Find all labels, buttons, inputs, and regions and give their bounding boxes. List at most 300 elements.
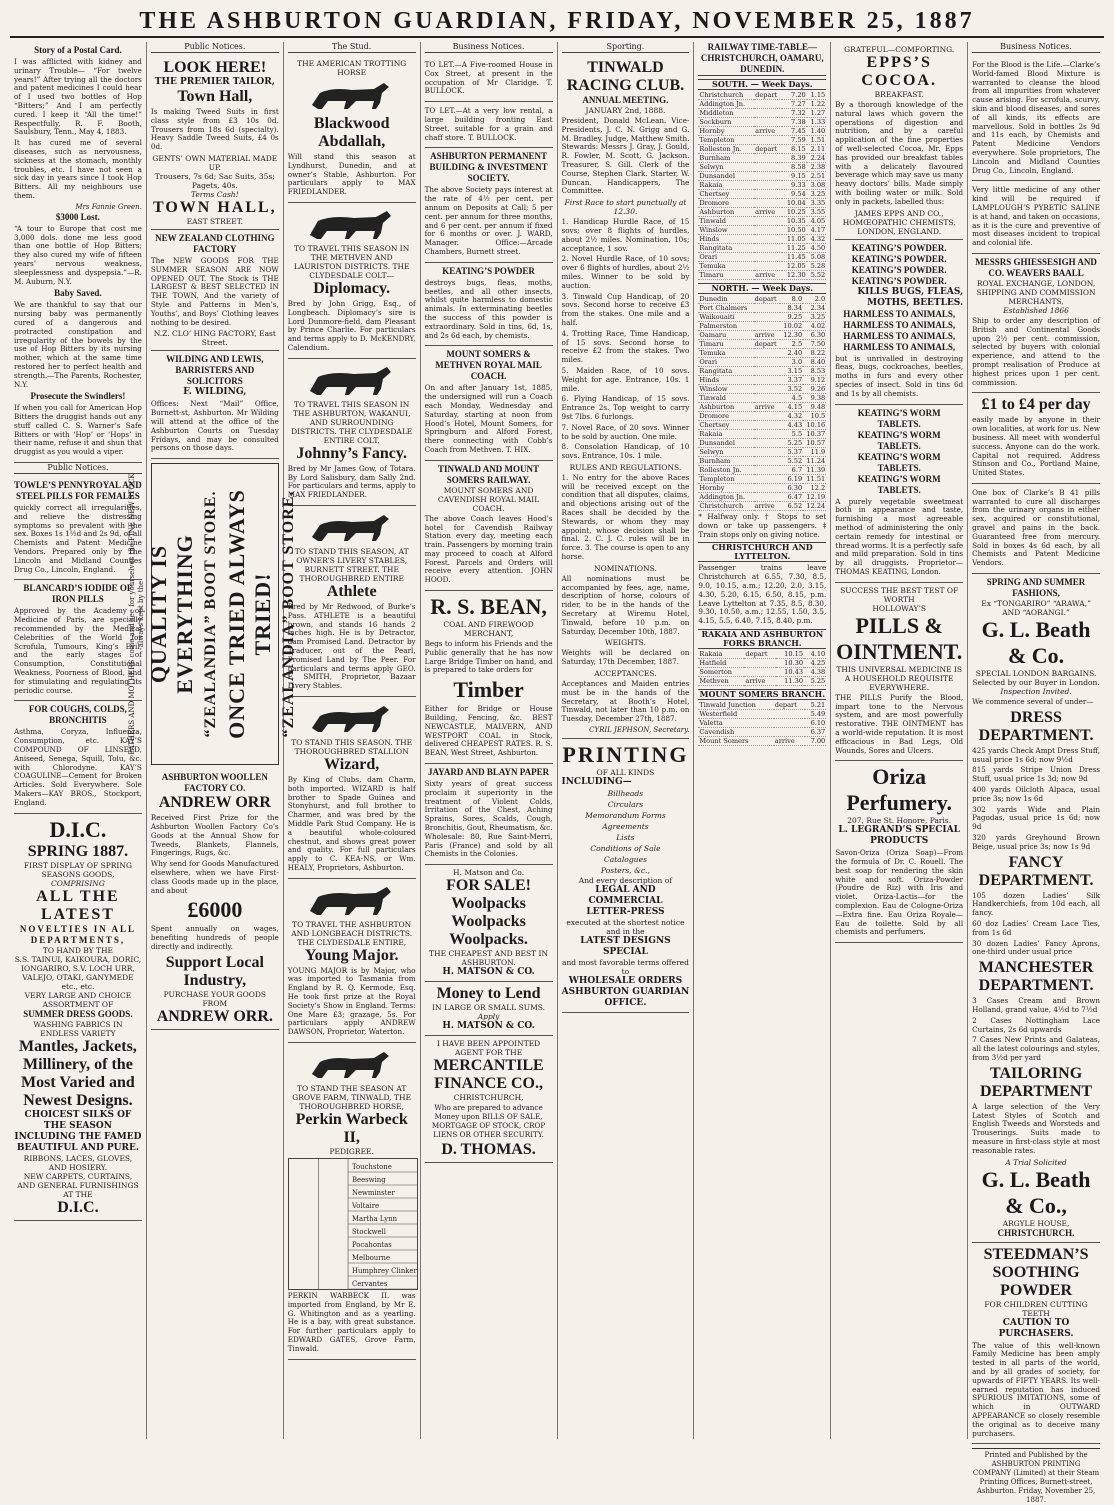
jayard-text: Sixty years of great success proclaim it superiority in the treatment of Violent Colds, Irritation of the Chest, Aching Sprains, Sores, Scalds, Cough, Bronchitis, Gout, Rheumatism, &c. Wholesale: 80, Rue Saint-Merri, Paris (France) and sold by all Chemists in the Colonies. [424,779,553,859]
train-time: 2.38 [807,163,827,172]
bean-text-2: Either for Bridge or House Building, Fencing, &c. BEST NEWCASTLE, MALVERN, AND WESTPORT COAL in Stock, delivered CHEAPEST RATES. R. S. BEAN, West Street, Ashburton. [424,704,553,758]
station-name: Orari [698,253,754,262]
train-time: 10.50 [782,226,806,235]
bean-ad [425,591,553,764]
keating-line: KEATING’S POWDER. [851,242,947,253]
tinwald-coach-sub: MOUNT SOMERS AND CAVENDISH ROYAL MAIL COACH. [437,485,540,513]
train-time: 8.58 [782,163,806,172]
print-item: Memorandum Forms [585,811,666,821]
train-time: 3.35 [807,199,827,208]
coughs-text: Asthma, Coryza, Influenza, Consumption, etc. KAY’S COMPOUND OF LINSEED, Aniseed, Senega, Squill, Tolu, &c. with Chlorodyne. KAY’S COAGULINE—Cement for Broken Articles. Sold Everywhere. Sole Makers—KAY BROS., Stockport, England. [14,727,142,807]
andrew-orr: ANDREW ORR [158,794,271,812]
for-sale: FOR SALE! [446,877,532,895]
story-text-2: It has cured me of several diseases, such as nervousness, sickness at the stomach, monthly troubles, etc. I have not seen a sick day in years since I took Hop Bitters. All my neighbours use them. [14,138,142,200]
train-time: 12.24 [803,502,826,511]
weekly-text: easily made by anyone in their own localities, at work for us. New business. All meet with wonderful success. Anyone can do the work. Capital not required. Address Stinson and Co., Portland Maine, United States. [972,415,1100,478]
arrive-depart [754,181,782,190]
print-item: Posters, &c., [600,866,650,876]
station-name: Sockburn [698,118,754,127]
wizard-name: Wizard, [324,755,380,773]
station-name: Christchurch [698,91,754,100]
holloway-name: HOLLOWAY’S [872,603,927,613]
column-1 [10,42,147,1439]
purchase-line: PURCHASE YOUR GOODS FROM [163,989,267,1008]
timetable-row [698,181,826,190]
matson-name-2: H. MATSON & CO. [442,1021,535,1032]
towle-text: quickly correct all irregularities, and relieve the distressing symptoms so prevalent with the sex. Boxes 1s 1½d and 2s 9d, of all Chemists and Patent Medicine Vendors. Prepared only by The Lincoln and Midland Counties Drug Co., Lincoln, England. [14,503,142,574]
cl-title: CHRISTCHURCH AND LYTTELTON. [698,542,826,562]
print-item: Billheads [607,789,644,799]
including: INCLUDING— [561,777,632,788]
station-name: Middleton [698,109,754,118]
dress-item: 320 yards Greyhound Brown Beige, usual price 3s; now 1s 9d [972,833,1100,851]
timetable-row [698,430,826,439]
arrive-depart: depart [754,295,781,304]
train-time: 11.45 [782,253,806,262]
timetable-row [698,421,826,430]
train-time: 4.5 [780,394,803,403]
train-time: 6.7 [780,466,803,475]
station-name: Addington Jn. [698,493,753,502]
train-time: 4.32 [780,412,803,421]
harmless-text: but is unrivalled in destroying fleas, bugs, cockroaches, beetles, moths in furs and every other species of insect. Sold in tins 6d and 1s by all chemists. [835,353,964,398]
trousers-line: Trousers, 7s 6d; Sac Suits, 35s; Pagets, 40s. [154,171,275,190]
train-time: 9.15 [782,172,806,181]
imprint: Printed and Published by the ASHBURTON PRINTING COMPANY (Limited) at their Steam Printing Offices, Burnett-street, Ashburton. Friday, November 25, 1887. [972,1448,1100,1505]
week-days-label: Week Days. [762,283,814,293]
arrive-depart [754,394,781,403]
pedigree-ancestor: Voltaire [351,1202,379,1211]
harmless-line: HARMLESS TO ANIMALS, [843,319,956,330]
holloway-pre: SUCCESS THE BEST TEST OF WORTH [840,585,959,604]
timetable-row [698,208,826,217]
race-5: 5. Maiden Race, of 10 sovs. Weight for age. Entrance, 10s. 1 mile. [561,365,690,393]
terms-line: Terms Cash! [190,189,239,199]
horse-icon [288,1048,416,1082]
coach-ad [425,346,553,460]
train-time: 8.22 [803,349,826,358]
bean-title: R. S. BEAN, [430,594,547,620]
column-6 [694,42,831,1439]
racing-club-ad [562,56,690,739]
dic-mantles: Mantles, Jackets, Millinery, of the Most Varied and Newest Designs. [19,1037,137,1109]
timetable-row [698,466,826,475]
rakaia-title: RAKAIA AND ASHBURTON FORKS BRANCH. [698,629,826,649]
train-time: 9.48 [803,403,826,412]
column-5 [558,42,695,1439]
arrive-depart: depart [774,701,805,710]
train-time: 1.22 [807,100,827,109]
arrive-depart [754,154,782,163]
acceptances-text: Acceptances and Maiden entries must be in the hands of the Secretary, at Booth’s Hotel, Tinwald, not later than 10 p.m. on Tuesday, December 27th, 1887. [561,679,690,724]
arrive-depart [754,475,781,484]
nzcf-title: NEW ZEALAND CLOTHING FACTORY [155,232,275,254]
train-time: 5.5 [780,430,803,439]
arrive-depart [754,439,781,448]
train-time: 6.37 [805,727,827,736]
meeting-date: JANUARY 2nd, 1888. [585,106,666,115]
train-time: 7.59 [782,136,806,145]
station-name: Timaru [698,271,754,280]
station-name: Temuka [698,262,754,271]
train-time: 8.0 [780,295,803,304]
baby-text: We are thankful to say that our nursing baby was permanently cured of a dangerous and protracted constipation and irregularity of the bowels by the use of Hop Bitters by its nursing mother, which at the same time restored her to perfect health and strength.—The Parents, Rochester, N.Y. [14,300,142,389]
money-ad [425,982,553,1036]
abdallah-name: Blackwood Abdallah, [313,115,390,150]
fancy-item: 105 dozen Ladies’ Silk Handkerchiefs, from 10d each, all fancy. [972,890,1100,918]
section-header: The Stud. [288,42,416,53]
major-text: YOUNG MAJOR is by Major, who was imported to Tasmania from England by R. Q. Kermode, Esq. He took first prize at the Royal Society’s Show in England. Terms: One Mare £3; grazage, 5s. For particulars apply ANDREW DAWSON, Proprietor, Waterton. [287,965,416,1037]
timetable-row [698,172,826,181]
timetable-row [698,322,826,331]
train-time: 9.33 [782,181,806,190]
pedigree-ancestor: Pocahontas [351,1241,392,1250]
station-name: Burnham [698,457,753,466]
holloway-text: THE PILLS Purify the Blood, impart tone to the Nervous system, and are most powerfully restorative. THE OINTMENT has a world-wide reputation. It is most efficacious in Bad Legs, Old Wounds, Sores and Ulcers. [835,692,964,755]
dic-first: FIRST DISPLAY OF SPRING [23,860,132,870]
worm-line: KEATING’S WORM TABLETS. [857,407,941,429]
train-time: 5.21 [805,701,827,710]
dress-item: 815 yards Stripe Union Dress Stuff, usual price 1s 3d; now 9d [972,765,1100,784]
section-header: Sporting. [562,42,690,53]
station-name: Rolleston Jn. [698,145,754,154]
print-item: Conditions of Sale [590,844,661,854]
train-time: 4.17 [807,226,827,235]
pedigree-ancestor: Stockwell [351,1228,386,1237]
cocoa-title: GRATEFUL—COMFORTING. [844,45,955,54]
arrive-depart: depart [744,650,776,659]
section-header: Business Notices. [425,42,553,53]
ms-title: MOUNT SOMERS BRANCH. [699,688,826,699]
arrive-depart: depart [754,145,782,154]
train-time: 9.25 [780,313,803,322]
steedman-text: The value of this well-known Family Medicine has been amply tested in all parts of the world, and by all grades of society, for upwards of FIFTY YEARS. Its well-earned reputation has induced SPURIOUS IMITATIONS, some of which in OUTWARD APPEARANCE so closely resemble the original as to deceive many purchasers. [972,1340,1100,1438]
arrive-depart [754,493,781,502]
to-let-1-text: TO LET.—A Five-roomed House in Cox Street, at present in the occupation of Mr Claridge. T. BULLOCK. [424,60,553,96]
bean-sub: COAL AND FIREWOOD MERCHANT, [443,620,534,639]
north-label: NORTH. [711,283,749,293]
timetable-row [698,475,826,484]
nominations-title: NOMINATIONS. [594,563,657,573]
station-name: Cavendish [698,727,773,736]
station-name: Rakaia [698,650,744,659]
column-4 [421,42,558,1439]
money-to-lend: Money to Lend [436,985,541,1003]
abdallah-intro: THE AMERICAN TROTTING HORSE [297,59,407,77]
andrew-orr-2: ANDREW ORR. [156,1007,273,1025]
column-3 [284,42,421,1439]
woollen-title: ASHBURTON WOOLLEN FACTORY CO. [161,772,268,794]
train-time: 4.32 [807,235,827,244]
weights-text: Weights will be declared on Saturday, 17th December, 1887. [561,648,690,667]
train-time: 12.30 [780,331,803,340]
woolpacks-3: Woolpacks. [449,931,528,949]
cl-text: Passenger trains leave Christchurch at 6.55, 7.30, 8.5, 9.0, 10.15, a.m.; 12.20, 2.0, 3.15, 4.30, 5.20, 6.15, 6.50, 8.15, p.m. Leave Lyttelton at 7.35, 8.5, 8.30, 9.30, 10.50, a.m.; 12.55, 1.50, 3.5, 4.15, 5.5, 6.40, 7.15, 8.40, p.m. [698,563,827,626]
train-time: 3.52 [780,385,803,394]
train-time: 10.15 [776,650,804,659]
train-time: 8.39 [782,154,806,163]
station-name: Oamaru [698,331,753,340]
train-time: 10.02 [780,322,803,331]
dic-comprising: COMPRISING [50,878,105,888]
timetable-row [698,91,826,100]
arrive-depart [754,199,782,208]
arrive-depart [754,235,782,244]
arrive-depart: arrive [744,676,776,685]
station-name: Dromore [698,412,753,421]
station-name: Westerfield [698,709,773,718]
section-header: Business Notices. [972,42,1100,53]
arrive-depart [754,385,781,394]
office: ASHBURTON GUARDIAN OFFICE. [561,987,690,1009]
prepared: Who are prepared to advance Money upon BILLS OF SALE, MORTGAGE OF STOCK, CROP LIENS OR OTHER SECURITY. [431,1103,546,1139]
train-time: 10.35 [782,217,806,226]
cocoa-text: By a thorough knowledge of the natural laws which govern the operations of digestion and nutrition, and by a careful application of the fine properties of well-selected Cocoa, Mr. Epps has provided our breakfast tables with a delicately flavoured beverage which may save us many heavy doctors’ bills. Made simply with boiling water or milk. Sold only in packets, labelled thus: [835,100,964,206]
pyretic-saline-ad [972,181,1100,254]
train-time: 3.25 [803,313,826,322]
pedigree-ancestor: Beeswing [351,1176,386,1185]
east-street: EAST STREET. [186,216,244,226]
mercantile: MERCANTILE FINANCE CO., [433,1057,544,1093]
executed: executed at the shortest notice and in the [566,918,685,937]
athlete-ad [288,506,416,697]
station-name: Orari [698,358,753,367]
station-name: Ashburton [698,208,754,217]
breakfast: BREAKFAST. [874,90,924,99]
train-time: 2.51 [807,172,827,181]
zealandia-quality: QUALITY IS EVERYTHING [145,534,197,694]
train-time: 1.51 [807,136,827,145]
athlete-text: Bred by Mr Redwood, of Burke’s Pass. ATHLETE is a beautiful brown, and stands 16 hands 2 inches high. He is by Detractor, dam Promised Land. Detractor by Traducer, out of the Pearl, Promised Land by The Peer. For particulars and terms apply GEO. F. SMITH, Proprietor, Bazaar Livery Stables. [287,601,416,691]
horse-icon [288,208,416,242]
train-time: 5.28 [807,262,827,271]
premier-tailor-ad [151,56,279,230]
station-name: Tinwald [698,394,753,403]
train-time: 7.50 [803,340,826,349]
column-8 [968,42,1104,1505]
train-time: 7.32 [782,109,806,118]
manchester-item: 2 Cases Nottingham Lace Curtains, 2s 6d upwards [972,1015,1100,1034]
dic-end: D.I.C. [57,1198,99,1216]
station-name: Templeton [698,475,753,484]
wizard-ad [288,697,416,879]
train-time: 3.25 [807,190,827,199]
arrive-depart [754,484,781,493]
steedman-caution: CAUTION TO PURCHASERS. [998,1317,1074,1339]
train-time: 10.25 [782,208,806,217]
arrive-depart [754,226,782,235]
train-time: 1.15 [807,91,827,100]
station-name: Palmerston [698,322,753,331]
athlete-name: Athlete [326,582,377,600]
perkin-ad [288,1043,416,1360]
arrive-depart [754,376,781,385]
oriza-title: Oriza Perfumery. [846,764,953,816]
letterpress: LETTER-PRESS [586,907,665,918]
section-header: Public Notices. [14,463,142,474]
train-time: 9.38 [803,394,826,403]
timetable-row [698,448,826,457]
train-time: 8.34 [780,304,803,313]
nominations-text: All nominations must be accompanied by fees, age, name, description of horse, colours of rider, to be in the hands of the Secretary at Wiremu Hotel, Tinwald, before 10 p.m. on Saturday, December 10th, 1887. [561,573,690,636]
train-time: 5.08 [807,253,827,262]
timetable-row [698,727,826,736]
steedman-ad [972,1243,1100,1445]
story-title: Story of a Postal Card. [34,45,122,55]
train-time: 10.57 [803,439,826,448]
printing-ad [562,739,690,1013]
horse-icon [288,79,416,113]
arrive-depart [754,448,781,457]
train-time: 4.50 [807,244,827,253]
rival-text: “A tour to Europe that cost me 3,000 dols. done me less good than one bottle of Hop Bitters; they also cured my wife of fifteen years’ nervous weakness, sleeplessness and dyspepsia.”—R. M. Auburn, N.Y. [14,223,142,286]
matson-header: H. Matson and Co. [453,868,525,878]
story-signature: Mrs Fannie Green. [75,202,142,211]
harmless-line: HARMLESS TO ANIMALS, [843,308,956,319]
horse-icon [288,884,416,918]
station-name: Mount Somers [698,736,773,745]
dic-latest: ALL THE LATEST [36,887,120,923]
dic-hand: TO HAND BY THE [42,945,114,955]
station-name: Burnham [698,154,754,163]
rival-title: $3000 Lost. [55,211,100,222]
train-time: 3.0 [780,358,803,367]
terms: and most favorable terms offered to [561,958,689,977]
apply: Apply [477,1012,500,1022]
every: And every description of [578,876,673,886]
arrive-depart [754,412,781,421]
train-time: 7.38 [782,118,806,127]
tailoring-text: A large selection of the Very Latest Styles of Scotch and English Tweeds and Worsteds and Trouserings. Suits made to measure in first-class style at most reasonable rates. [972,1101,1100,1155]
dress-item: 400 yards Oilcloth Alpaca, usual price 3s; now 1s 6d [972,785,1100,803]
woollen-text-2: Why send for Goods Manufactured elsewhere, when we have First-class Goods made up in the place, and about [150,859,279,895]
train-time: 1.40 [807,127,827,136]
train-time: 4.38 [804,667,826,676]
train-time: 5.52 [807,271,827,280]
dic-title: D.I.C. [49,816,107,842]
gents-line: GENTS’ OWN MATERIAL MADE UP. [152,153,278,172]
timetable-row [698,367,826,376]
steedman-sub: FOR CHILDREN CUTTING TEETH [984,1299,1088,1318]
dic-ships: S.S. TAINUI, KAIKOURA, DORIC, IONGARIRO, S.V. LOCH URR, VALEJO, OTAKI, GANYMEDE etc., etc. [14,954,142,991]
timetable-row [698,304,826,313]
spring-title: SPRING AND SUMMER FASHIONS, [986,577,1086,599]
arrive-depart [754,430,781,439]
fraud-title: Prosecute the Swindlers! [30,391,126,402]
north-timetable [698,295,826,511]
station-name: Winslow [698,226,754,235]
station-name: Ashburton [698,403,753,412]
train-time: 1.27 [807,109,827,118]
timetable-row [698,199,826,208]
station-name: Port Chalmers [698,304,753,313]
look-here: LOOK HERE! [163,59,267,76]
manchester-item: 7 Cases New Prints and Galateas, all the latest colourings and styles, from 3½d per yard [972,1035,1100,1062]
section-header: Public Notices. [151,42,279,53]
horse-icon [288,511,416,545]
horse-icon [288,364,416,398]
fancy-title: FANCY DEPARTMENT. [978,853,1094,889]
station-name: Dunsandel [698,439,753,448]
race-2: 2. Novel Hurdle Race, of 10 sovs; over 6 flights of hurdles, about 2½ miles. Winner to be sold by auction. [561,254,690,290]
train-time: 5.25 [804,676,826,685]
arrive-depart: arrive [754,502,781,511]
arrive-depart [754,313,781,322]
coach-title: MOUNT SOMERS & METHVEN ROYAL MAIL COACH. [435,349,542,382]
train-time: 11.51 [803,475,826,484]
arrive-depart [754,109,782,118]
bean-text: Begs to inform his Friends and the Public generally that he has now Large Bridge Timber on hand, and is prepared to take orders for [424,639,553,675]
train-time: 4.05 [807,217,827,226]
train-time: 6.52 [780,502,803,511]
station-name: Chertsey [698,421,753,430]
train-time: 12.05 [782,262,806,271]
athlete-intro: TO STAND THIS SEASON, AT OWNER’S LIVERY STABLES, BURNETT STREET. THE THOROUGHBRED ENTIRE [294,546,409,583]
argyle: ARGYLE HOUSE, [1002,1218,1070,1228]
arrive-depart [744,658,776,667]
station-name: Addington Jn. [698,100,754,109]
zealandia-small: FATHERS AND MOTHERS come and see for yourselves the FINE NEW STOCK always kept by the [127,473,145,755]
train-time: 10.16 [803,421,826,430]
keating-powder-ad [835,240,963,405]
timetable-row [698,718,826,727]
nzcf-address: N.Z. CLO’ HING FACTORY, East Street. [153,329,276,348]
nzcf-text: The NEW GOODS FOR THE SUMMER SEASON ARE NOW OPENED OUT. The Stock is THE LARGEST & BEST SELECTED IN THE TOWN, And the variety of Style and Patterns in Men’s, Youths’, and Boys’ Clothing leaves nothing to be desired. [150,255,279,327]
train-time: 5.52 [780,457,803,466]
epps-title: EPPS’S COCOA. [861,54,937,89]
train-time: 6.30 [803,331,826,340]
train-time: 12.2 [803,484,826,493]
worm-line: KEATING’S WORM TABLETS. [857,451,941,473]
spring-ships: Ex “TONGARIRO” “ARAWA,” AND “AORANGI.” [981,599,1091,618]
oriza-text: Savon-Oriza (Oriza Soap)—From the formula of Dr. C. Rouell. The best soap for rendering the skin white and soft. Oriza-Powder (Poudre de Riz) with Iris and violet. Oriza-Lactis—for the complexion. Eau de Cologne-Oriza—Extra fine. Eau Oriza Royale—Eau de toilette. Sold by all chemists and perfumers. [835,848,964,937]
pedigree-ancestor: Martha Lynn [351,1215,397,1224]
train-time: 6.19 [780,475,803,484]
jayard-title: JAYARD AND BLAYN PAPER [428,767,550,778]
train-time: 5.49 [805,709,827,718]
perkin-text: PERKIN WARBECK II. was imported from England, by Mr E. G. Whitington and as a yearling. He is a bay, with great substance. For further particulars apply to EDWARD GATES, Grove Farm, Tinwald. [287,1291,416,1353]
blancard-ad [14,580,142,701]
wilding-name: F. WILDING, [183,387,247,398]
zealandia-store-2: “ZEALANDIA” BOOT STORE. [279,490,297,738]
train-time: 11.30 [776,676,804,685]
train-time: 6.10 [805,718,827,727]
timetable-row [698,163,826,172]
merchants-ad [972,254,1100,393]
train-time: 3.08 [807,181,827,190]
rules-title: RULES AND REGULATIONS. [569,462,682,472]
holloway-sub: THIS UNIVERSAL MEDICINE IS A HOUSEHOLD REQUISITE EVERYWHERE. [836,664,963,692]
jayard-ad [425,764,553,865]
secretary: CYRIL JEPHSON, Secretary. [589,726,690,735]
johnny-text: Bred by Mr James Gow, of Totara. By Lord Salisbury, dam Sally 2nd. For particulars and terms, apply to MAX FRIEDLANDER. [287,463,416,500]
dic-ad [14,814,142,1221]
arrive-depart [754,322,781,331]
keating-text: destroys bugs, fleas, moths, beetles, and all other insects, whilst quite harmless to domestic animals. In exterminating beetles the success of this powder is extraordinary. Sold in tins, 6d, 1s, and 2s 6d each, by chemists. [424,277,553,340]
pedigree-ancestor: Newminster [351,1189,395,1198]
station-name: Somerton [698,667,744,676]
train-time: 3.37 [780,376,803,385]
timetable-row [698,118,826,127]
beath-name: G. L. Beath & Co. [981,617,1091,669]
zealandia-store-1: “ZEALANDIA” BOOT STORE. [201,490,219,738]
annual-meeting: ANNUAL MEETING. [582,95,669,105]
dic-departments: DEPARTMENTS, [30,934,126,945]
matson-name: H. MATSON & CO. [442,967,535,978]
major-intro: TO TRAVEL THE ASHBURTON AND LONGBEACH DISTRICTS. THE CLYDESDALE ENTIRE, [291,919,413,947]
train-time: 8.53 [803,367,826,376]
dic-seasons: SEASONS GOODS, [41,869,115,879]
